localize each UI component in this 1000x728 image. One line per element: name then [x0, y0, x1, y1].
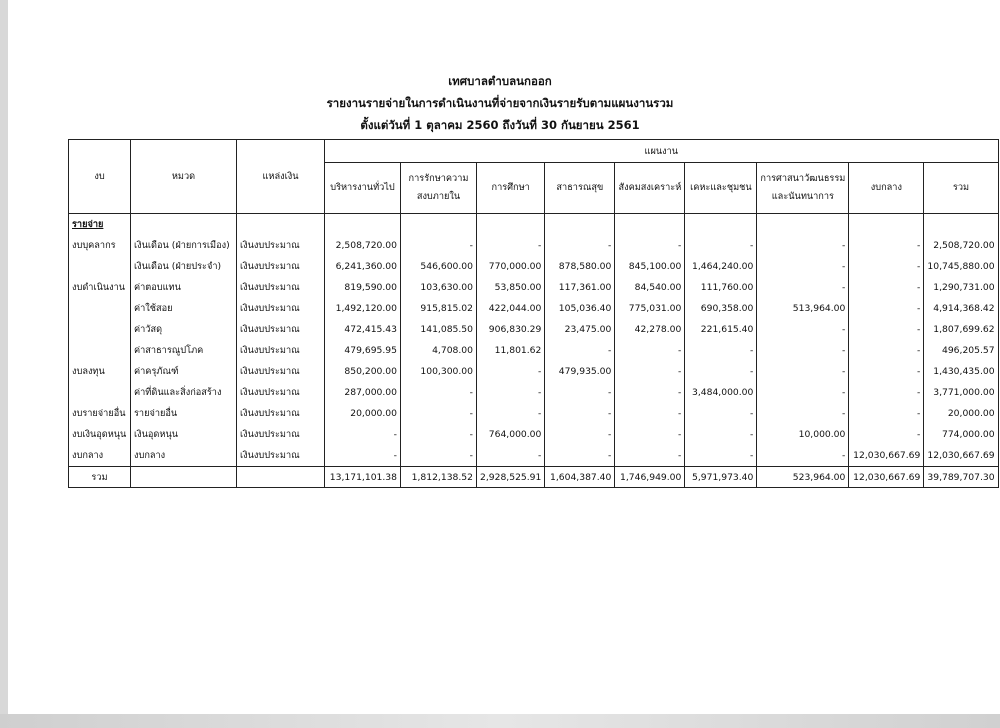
value-cell: 422,044.00 — [477, 298, 545, 319]
value-cell: - — [545, 445, 615, 467]
value-cell: - — [401, 382, 477, 403]
value-cell: - — [401, 403, 477, 424]
budget-cell: งบบุคลากร — [69, 235, 131, 256]
value-cell: - — [545, 424, 615, 445]
total-value: 1,812,138.52 — [401, 467, 477, 488]
value-cell: 3,771,000.00 — [924, 382, 998, 403]
table-row — [69, 382, 999, 403]
value-cell: 690,358.00 — [685, 298, 757, 319]
value-cell: - — [615, 445, 685, 467]
table-row — [69, 445, 999, 467]
value-cell: 221,615.40 — [685, 319, 757, 340]
value-cell: - — [615, 340, 685, 361]
header-source: แหล่งเงิน — [237, 140, 325, 214]
value-cell: - — [849, 298, 924, 319]
category-cell: ค่าที่ดินและสิ่งก่อสร้าง — [131, 382, 237, 403]
total-value: 2,928,525.91 — [477, 467, 545, 488]
value-cell: 4,708.00 — [401, 340, 477, 361]
category-cell: ค่าใช้สอย — [131, 298, 237, 319]
value-cell: 850,200.00 — [325, 361, 401, 382]
value-cell: - — [849, 403, 924, 424]
source-cell: เงินงบประมาณ — [237, 361, 325, 382]
scan-bottom-edge — [0, 714, 1000, 728]
table-row — [69, 424, 999, 445]
value-cell: - — [615, 361, 685, 382]
header-plan-group: แผนงาน — [325, 140, 999, 163]
value-cell: - — [615, 424, 685, 445]
value-cell: 103,630.00 — [401, 277, 477, 298]
value-cell: 84,540.00 — [615, 277, 685, 298]
source-cell: เงินงบประมาณ — [237, 298, 325, 319]
header-plan: สังคมสงเคราะห์ — [615, 163, 685, 214]
header-plan: การศาสนาวัฒนธรรม และนันทนาการ — [757, 163, 849, 214]
header-category: หมวด — [131, 140, 237, 214]
source-cell: เงินงบประมาณ — [237, 319, 325, 340]
value-cell: - — [545, 403, 615, 424]
value-cell: 774,000.00 — [924, 424, 998, 445]
category-cell: เงินอุดหนุน — [131, 424, 237, 445]
source-cell: เงินงบประมาณ — [237, 445, 325, 467]
header-budget: งบ — [69, 140, 131, 214]
source-cell: เงินงบประมาณ — [237, 277, 325, 298]
value-cell: - — [545, 382, 615, 403]
value-cell: 6,241,360.00 — [325, 256, 401, 277]
table-row — [69, 361, 999, 382]
value-cell: - — [401, 235, 477, 256]
total-value: 1,746,949.00 — [615, 467, 685, 488]
value-cell: - — [545, 340, 615, 361]
total-value: 12,030,667.69 — [849, 467, 924, 488]
value-cell: - — [757, 361, 849, 382]
budget-cell: งบกลาง — [69, 445, 131, 467]
value-cell: 3,484,000.00 — [685, 382, 757, 403]
value-cell: - — [757, 445, 849, 467]
table-row — [69, 319, 999, 340]
value-cell: - — [685, 235, 757, 256]
source-cell: เงินงบประมาณ — [237, 403, 325, 424]
value-cell: - — [615, 403, 685, 424]
value-cell: - — [325, 445, 401, 467]
header-plan: การรักษาความ สงบภายใน — [401, 163, 477, 214]
value-cell: - — [477, 361, 545, 382]
value-cell: 2,508,720.00 — [924, 235, 998, 256]
value-cell: 105,036.40 — [545, 298, 615, 319]
total-value: 13,171,101.38 — [325, 467, 401, 488]
value-cell: - — [401, 445, 477, 467]
value-cell: - — [685, 340, 757, 361]
value-cell: 100,300.00 — [401, 361, 477, 382]
value-cell: - — [757, 382, 849, 403]
value-cell: - — [685, 445, 757, 467]
value-cell: 111,760.00 — [685, 277, 757, 298]
value-cell: - — [849, 361, 924, 382]
value-cell: 10,745,880.00 — [924, 256, 998, 277]
value-cell: - — [325, 424, 401, 445]
value-cell: 775,031.00 — [615, 298, 685, 319]
header-plan: งบกลาง — [849, 163, 924, 214]
total-blank — [131, 467, 237, 488]
value-cell: 12,030,667.69 — [849, 445, 924, 467]
value-cell: - — [401, 424, 477, 445]
table-row — [69, 298, 999, 319]
value-cell: - — [849, 235, 924, 256]
table-row — [69, 235, 999, 256]
value-cell: 479,935.00 — [545, 361, 615, 382]
header-plan: สาธารณสุข — [545, 163, 615, 214]
source-cell: เงินงบประมาณ — [237, 235, 325, 256]
value-cell: - — [757, 403, 849, 424]
value-cell: 4,914,368.42 — [924, 298, 998, 319]
value-cell: - — [757, 277, 849, 298]
report-titles — [0, 70, 1000, 136]
value-cell: 546,600.00 — [401, 256, 477, 277]
value-cell: 915,815.02 — [401, 298, 477, 319]
budget-cell: งบเงินอุดหนุน — [69, 424, 131, 445]
value-cell: 117,361.00 — [545, 277, 615, 298]
budget-cell — [69, 256, 131, 277]
header-plan: บริหารงานทั่วไป — [325, 163, 401, 214]
value-cell: 878,580.00 — [545, 256, 615, 277]
value-cell: - — [477, 403, 545, 424]
value-cell: 472,415.43 — [325, 319, 401, 340]
budget-cell — [69, 340, 131, 361]
value-cell: 20,000.00 — [924, 403, 998, 424]
value-cell: - — [685, 424, 757, 445]
table-row — [69, 403, 999, 424]
value-cell: - — [615, 235, 685, 256]
budget-cell: งบดำเนินงาน — [69, 277, 131, 298]
value-cell: 770,000.00 — [477, 256, 545, 277]
value-cell: - — [757, 235, 849, 256]
section-row — [69, 214, 999, 236]
value-cell: 1,464,240.00 — [685, 256, 757, 277]
value-cell: 10,000.00 — [757, 424, 849, 445]
value-cell: - — [685, 361, 757, 382]
value-cell: 1,430,435.00 — [924, 361, 998, 382]
budget-cell — [69, 319, 131, 340]
value-cell: 479,695.95 — [325, 340, 401, 361]
category-cell: งบกลาง — [131, 445, 237, 467]
value-cell: - — [757, 340, 849, 361]
source-cell: เงินงบประมาณ — [237, 340, 325, 361]
expense-table — [68, 139, 999, 488]
report-title: รายงานรายจ่ายในการดำเนินงานที่จ่ายจากเงินรายรับตามแผนงานรวม — [326, 96, 674, 110]
budget-cell: งบรายจ่ายอื่น — [69, 403, 131, 424]
category-cell: ค่าตอบแทน — [131, 277, 237, 298]
value-cell: - — [849, 340, 924, 361]
total-row — [69, 467, 999, 488]
value-cell: - — [477, 382, 545, 403]
value-cell: 845,100.00 — [615, 256, 685, 277]
budget-cell — [69, 298, 131, 319]
value-cell: 496,205.57 — [924, 340, 998, 361]
value-cell: - — [757, 256, 849, 277]
value-cell: - — [545, 235, 615, 256]
value-cell: - — [849, 256, 924, 277]
header-plan: เคหะและชุมชน — [685, 163, 757, 214]
value-cell: 23,475.00 — [545, 319, 615, 340]
value-cell: - — [849, 424, 924, 445]
value-cell: 2,508,720.00 — [325, 235, 401, 256]
value-cell: 819,590.00 — [325, 277, 401, 298]
category-cell: เงินเดือน (ฝ่ายประจำ) — [131, 256, 237, 277]
category-cell: ค่าวัสดุ — [131, 319, 237, 340]
value-cell: - — [757, 319, 849, 340]
value-cell: 1,290,731.00 — [924, 277, 998, 298]
value-cell: - — [615, 382, 685, 403]
value-cell: - — [849, 382, 924, 403]
value-cell: - — [849, 319, 924, 340]
category-cell: เงินเดือน (ฝ่ายการเมือง) — [131, 235, 237, 256]
value-cell: 1,807,699.62 — [924, 319, 998, 340]
value-cell: - — [477, 235, 545, 256]
org-title: เทศบาลตำบลนกออก — [448, 74, 552, 88]
value-cell: 764,000.00 — [477, 424, 545, 445]
report-period: ตั้งแต่วันที่ 1 ตุลาคม 2560 ถึงวันที่ 30 กันยายน 2561 — [360, 118, 640, 132]
header-plan: รวม — [924, 163, 998, 214]
total-value: 523,964.00 — [757, 467, 849, 488]
value-cell: 53,850.00 — [477, 277, 545, 298]
category-cell: ค่าสาธารณูปโภค — [131, 340, 237, 361]
value-cell: 141,085.50 — [401, 319, 477, 340]
total-value: 5,971,973.40 — [685, 467, 757, 488]
total-blank — [237, 467, 325, 488]
value-cell: 11,801.62 — [477, 340, 545, 361]
table-row — [69, 340, 999, 361]
source-cell: เงินงบประมาณ — [237, 382, 325, 403]
table-row — [69, 256, 999, 277]
value-cell: 906,830.29 — [477, 319, 545, 340]
header-plan: การศึกษา — [477, 163, 545, 214]
budget-cell — [69, 382, 131, 403]
value-cell: 12,030,667.69 — [924, 445, 998, 467]
total-value: 1,604,387.40 — [545, 467, 615, 488]
value-cell: 513,964.00 — [757, 298, 849, 319]
table-row — [69, 277, 999, 298]
total-label: รวม — [69, 467, 131, 488]
total-value: 39,789,707.30 — [924, 467, 998, 488]
value-cell: 287,000.00 — [325, 382, 401, 403]
source-cell: เงินงบประมาณ — [237, 424, 325, 445]
section-label: รายจ่าย — [69, 214, 131, 236]
value-cell: 42,278.00 — [615, 319, 685, 340]
value-cell: - — [477, 445, 545, 467]
value-cell: 20,000.00 — [325, 403, 401, 424]
category-cell: ค่าครุภัณฑ์ — [131, 361, 237, 382]
budget-cell: งบลงทุน — [69, 361, 131, 382]
value-cell: - — [849, 277, 924, 298]
category-cell: รายจ่ายอื่น — [131, 403, 237, 424]
value-cell: 1,492,120.00 — [325, 298, 401, 319]
source-cell: เงินงบประมาณ — [237, 256, 325, 277]
value-cell: - — [685, 403, 757, 424]
